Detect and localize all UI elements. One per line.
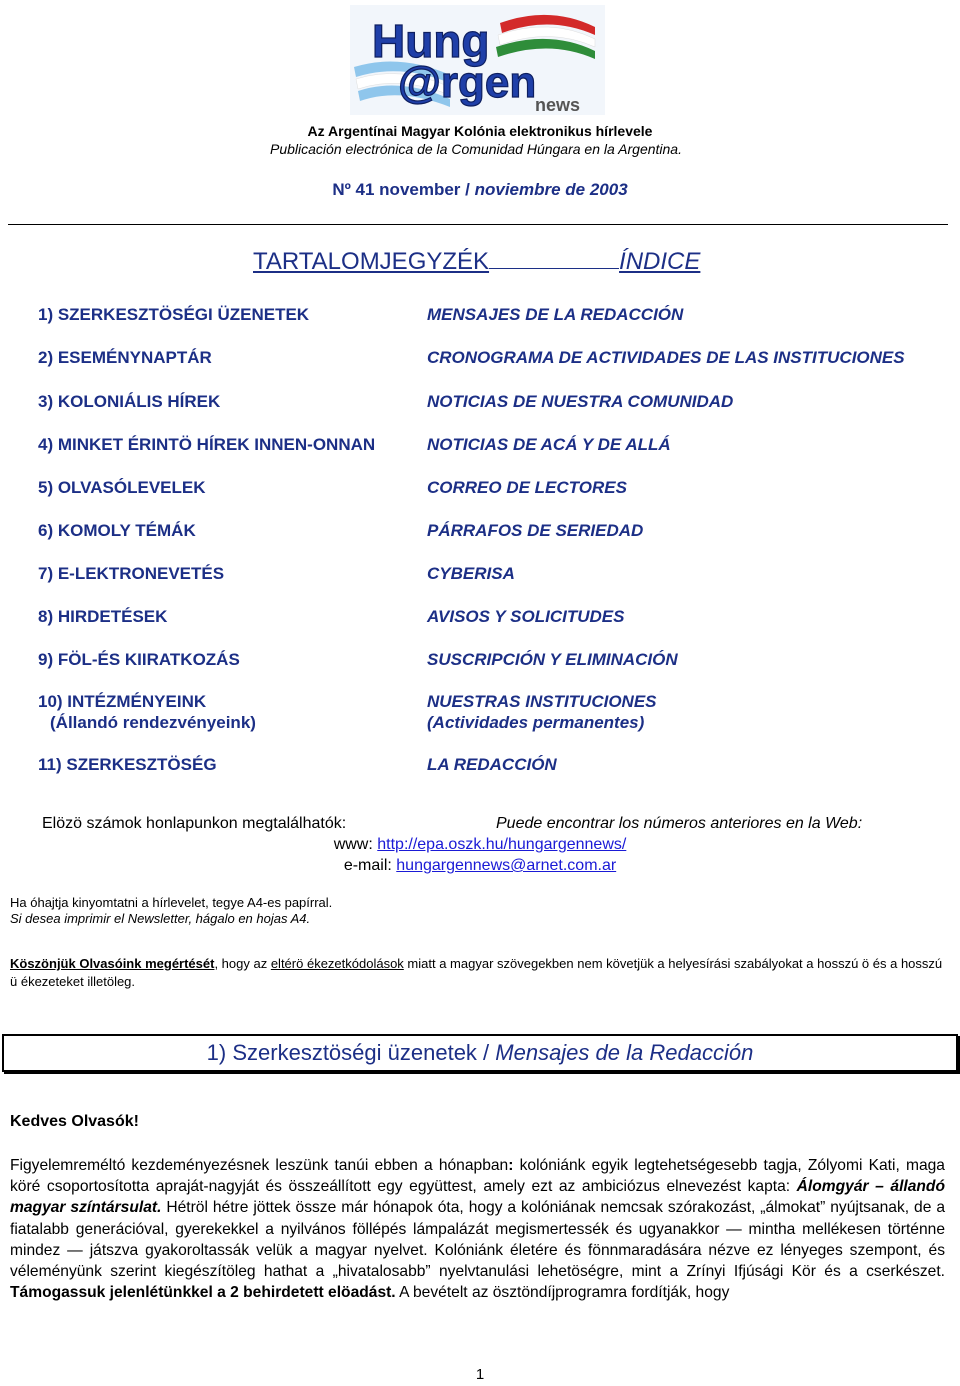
toc-item-11-es[interactable]: LA REDACCIÓN: [427, 755, 557, 774]
archive-email-line: [0, 857, 960, 875]
thanks-bold: Köszönjük Olvasóink megértését: [10, 956, 215, 971]
header-divider: [8, 224, 948, 225]
thanks-underlined: eltérö ékezetkódolások: [270, 956, 404, 971]
print-note-hu: Ha óhajtja kinyomtatni a hírlevelet, tegye A4-es papírral.: [10, 895, 333, 910]
section-1-title-es: Mensajes de la Redacción: [495, 1040, 754, 1065]
theatre-name: Álomgyár – állandó magyar színtársulat.: [10, 1178, 945, 1217]
toc-item-6-es[interactable]: PÁRRAFOS DE SERIEDAD: [427, 521, 644, 540]
logo-text-hung: Hung: [372, 15, 490, 67]
section-1-heading: [2, 1034, 958, 1072]
archive-text-hu: Elözö számok honlapunkon megtalálhatók:: [42, 815, 347, 832]
toc-item-5-hu[interactable]: 5) OLVASÓLEVELEK: [38, 478, 206, 497]
letter-p2: kolóniánk egyik legtehetségesebb tagja, Zólyomi Kati, maga köré csoportosította apraját-nagyját és összeállított egy együttest, amely ezt az ambiciózus elnevezést kapta:: [10, 1157, 945, 1196]
archive-text-es: Puede encontrar los números anteriores en la Web:: [496, 815, 863, 832]
letter-call-to-action: Támogassuk jelenlétünkkel a 2 behirdetett elöadást.: [10, 1284, 396, 1302]
letter-p3: Hétröl hétre jöttek össze már hónapok óta, hogy a kolóniának nemcsak szórakozást, „álmokat” nyújtsanak, de a fiatalabb generációval, gyerekekkel a nyilvános föllépés lámpalázát megismertessék és ugyanakkor — mintha mellékesen történne mindez — játszva gyakoroltassák velük a magyar nyelvet. Kolóniánk életére és fönnmaradására nézve ez lényeges szempont, és véleményünk szerint kiegészítöleg hathat a „hivatalosabb” nyelvtanulási lehetöségre, mint a Zrínyi Ifjúsági Kör és a cserkészet.: [10, 1199, 945, 1281]
page-number: 1: [475, 1366, 485, 1383]
toc-title-underline-gap: [489, 248, 619, 269]
toc-item-1-hu[interactable]: 1) SZERKESZTÖSÉGI ÜZENETEK: [38, 305, 310, 324]
toc-item-3-es[interactable]: NOTICIAS DE NUESTRA COMUNIDAD: [427, 392, 734, 411]
toc-item-2-es[interactable]: CRONOGRAMA DE ACTIVIDADES DE LAS INSTITUCIONES: [427, 348, 905, 367]
archive-url-link[interactable]: http://epa.oszk.hu/hungargennews/: [377, 836, 627, 853]
logo-text-argen: @rgen: [398, 58, 537, 107]
logo-graphic: [350, 5, 605, 115]
newsletter-subtitle-es: Publicación electrónica de la Comunidad Húngara en la Argentina.: [270, 141, 682, 157]
encoding-notice: [10, 955, 945, 991]
logo-text-news: news: [535, 95, 581, 115]
letter-p5: A bevételt az ösztöndíjprogramra fordítják, hogy: [395, 1284, 730, 1302]
newsletter-subtitle-hu: Az Argentínai Magyar Kolónia elektronikus hírlevele: [307, 123, 653, 139]
letter-p1: Figyelemreméltó kezdeményezésnek leszünk tanúi ebben a hónapban: [10, 1157, 509, 1174]
toc-item-6-hu[interactable]: 6) KOMOLY TÉMÁK: [38, 521, 196, 540]
toc-title-hu: TARTALOMJEGYZÉK: [253, 248, 490, 275]
www-label: www:: [333, 836, 378, 853]
toc-item-1-es[interactable]: MENSAJES DE LA REDACCIÓN: [427, 305, 684, 324]
letter-greeting: Kedves Olvasók!: [10, 1113, 139, 1130]
toc-item-7-es[interactable]: CYBERISA: [427, 564, 515, 583]
toc-item-11-hu[interactable]: 11) SZERKESZTÖSÉG: [38, 755, 217, 774]
toc-item-10-sub-hu: (Állandó rendezvényeink): [50, 713, 256, 732]
toc-item-9-es[interactable]: SUSCRIPCIÓN Y ELIMINACIÓN: [427, 650, 678, 669]
toc-item-10-sub-es: (Actividades permanentes): [427, 713, 645, 732]
toc-item-8-hu[interactable]: 8) HIRDETÉSEK: [38, 607, 168, 626]
letter-body: [10, 1155, 945, 1303]
toc-item-4-hu[interactable]: 4) MINKET ÉRINTÖ HÍREK INNEN-ONNAN: [38, 435, 376, 454]
toc-item-9-hu[interactable]: 9) FÖL-ÉS KIIRATKOZÁS: [38, 650, 240, 669]
toc-item-10-hu[interactable]: 10) INTÉZMÉNYEINK: [38, 692, 207, 711]
hungargen-news-logo: [350, 5, 605, 115]
email-label: e-mail:: [343, 857, 397, 874]
toc-title-es: ÍNDICE: [619, 248, 701, 275]
email-link[interactable]: hungargennews@arnet.com.ar: [396, 857, 617, 874]
toc-item-5-es[interactable]: CORREO DE LECTORES: [427, 478, 627, 497]
toc-item-3-hu[interactable]: 3) KOLONIÁLIS HÍREK: [38, 392, 221, 411]
print-note-es: Si desea imprimir el Newsletter, hágalo en hojas A4.: [10, 911, 311, 926]
letter-p1-colon: :: [508, 1157, 514, 1174]
toc-item-2-hu[interactable]: 2) ESEMÉNYNAPTÁR: [38, 348, 212, 367]
thanks-text-1: , hogy az: [214, 956, 271, 971]
issue-line: [0, 180, 960, 200]
issue-number: Nº 41 november /: [332, 180, 475, 199]
thanks-text-2: miatt a magyar szövegekben nem követjük a helyesírási szabályokat a hosszú ö és a hosszú ü ékezeteket illetöleg.: [10, 956, 943, 989]
section-1-title-hu: 1) Szerkesztöségi üzenetek /: [206, 1040, 496, 1065]
toc-item-10-es[interactable]: NUESTRAS INSTITUCIONES: [427, 692, 657, 711]
toc-item-4-es[interactable]: NOTICIAS DE ACÁ Y DE ALLÁ: [427, 435, 671, 454]
issue-date-es: noviembre de 2003: [474, 180, 628, 199]
toc-item-7-hu[interactable]: 7) E-LEKTRONEVETÉS: [38, 564, 225, 583]
toc-title: [253, 248, 700, 276]
archive-www-line: [0, 836, 960, 854]
toc-item-8-es[interactable]: AVISOS Y SOLICITUDES: [427, 607, 625, 626]
